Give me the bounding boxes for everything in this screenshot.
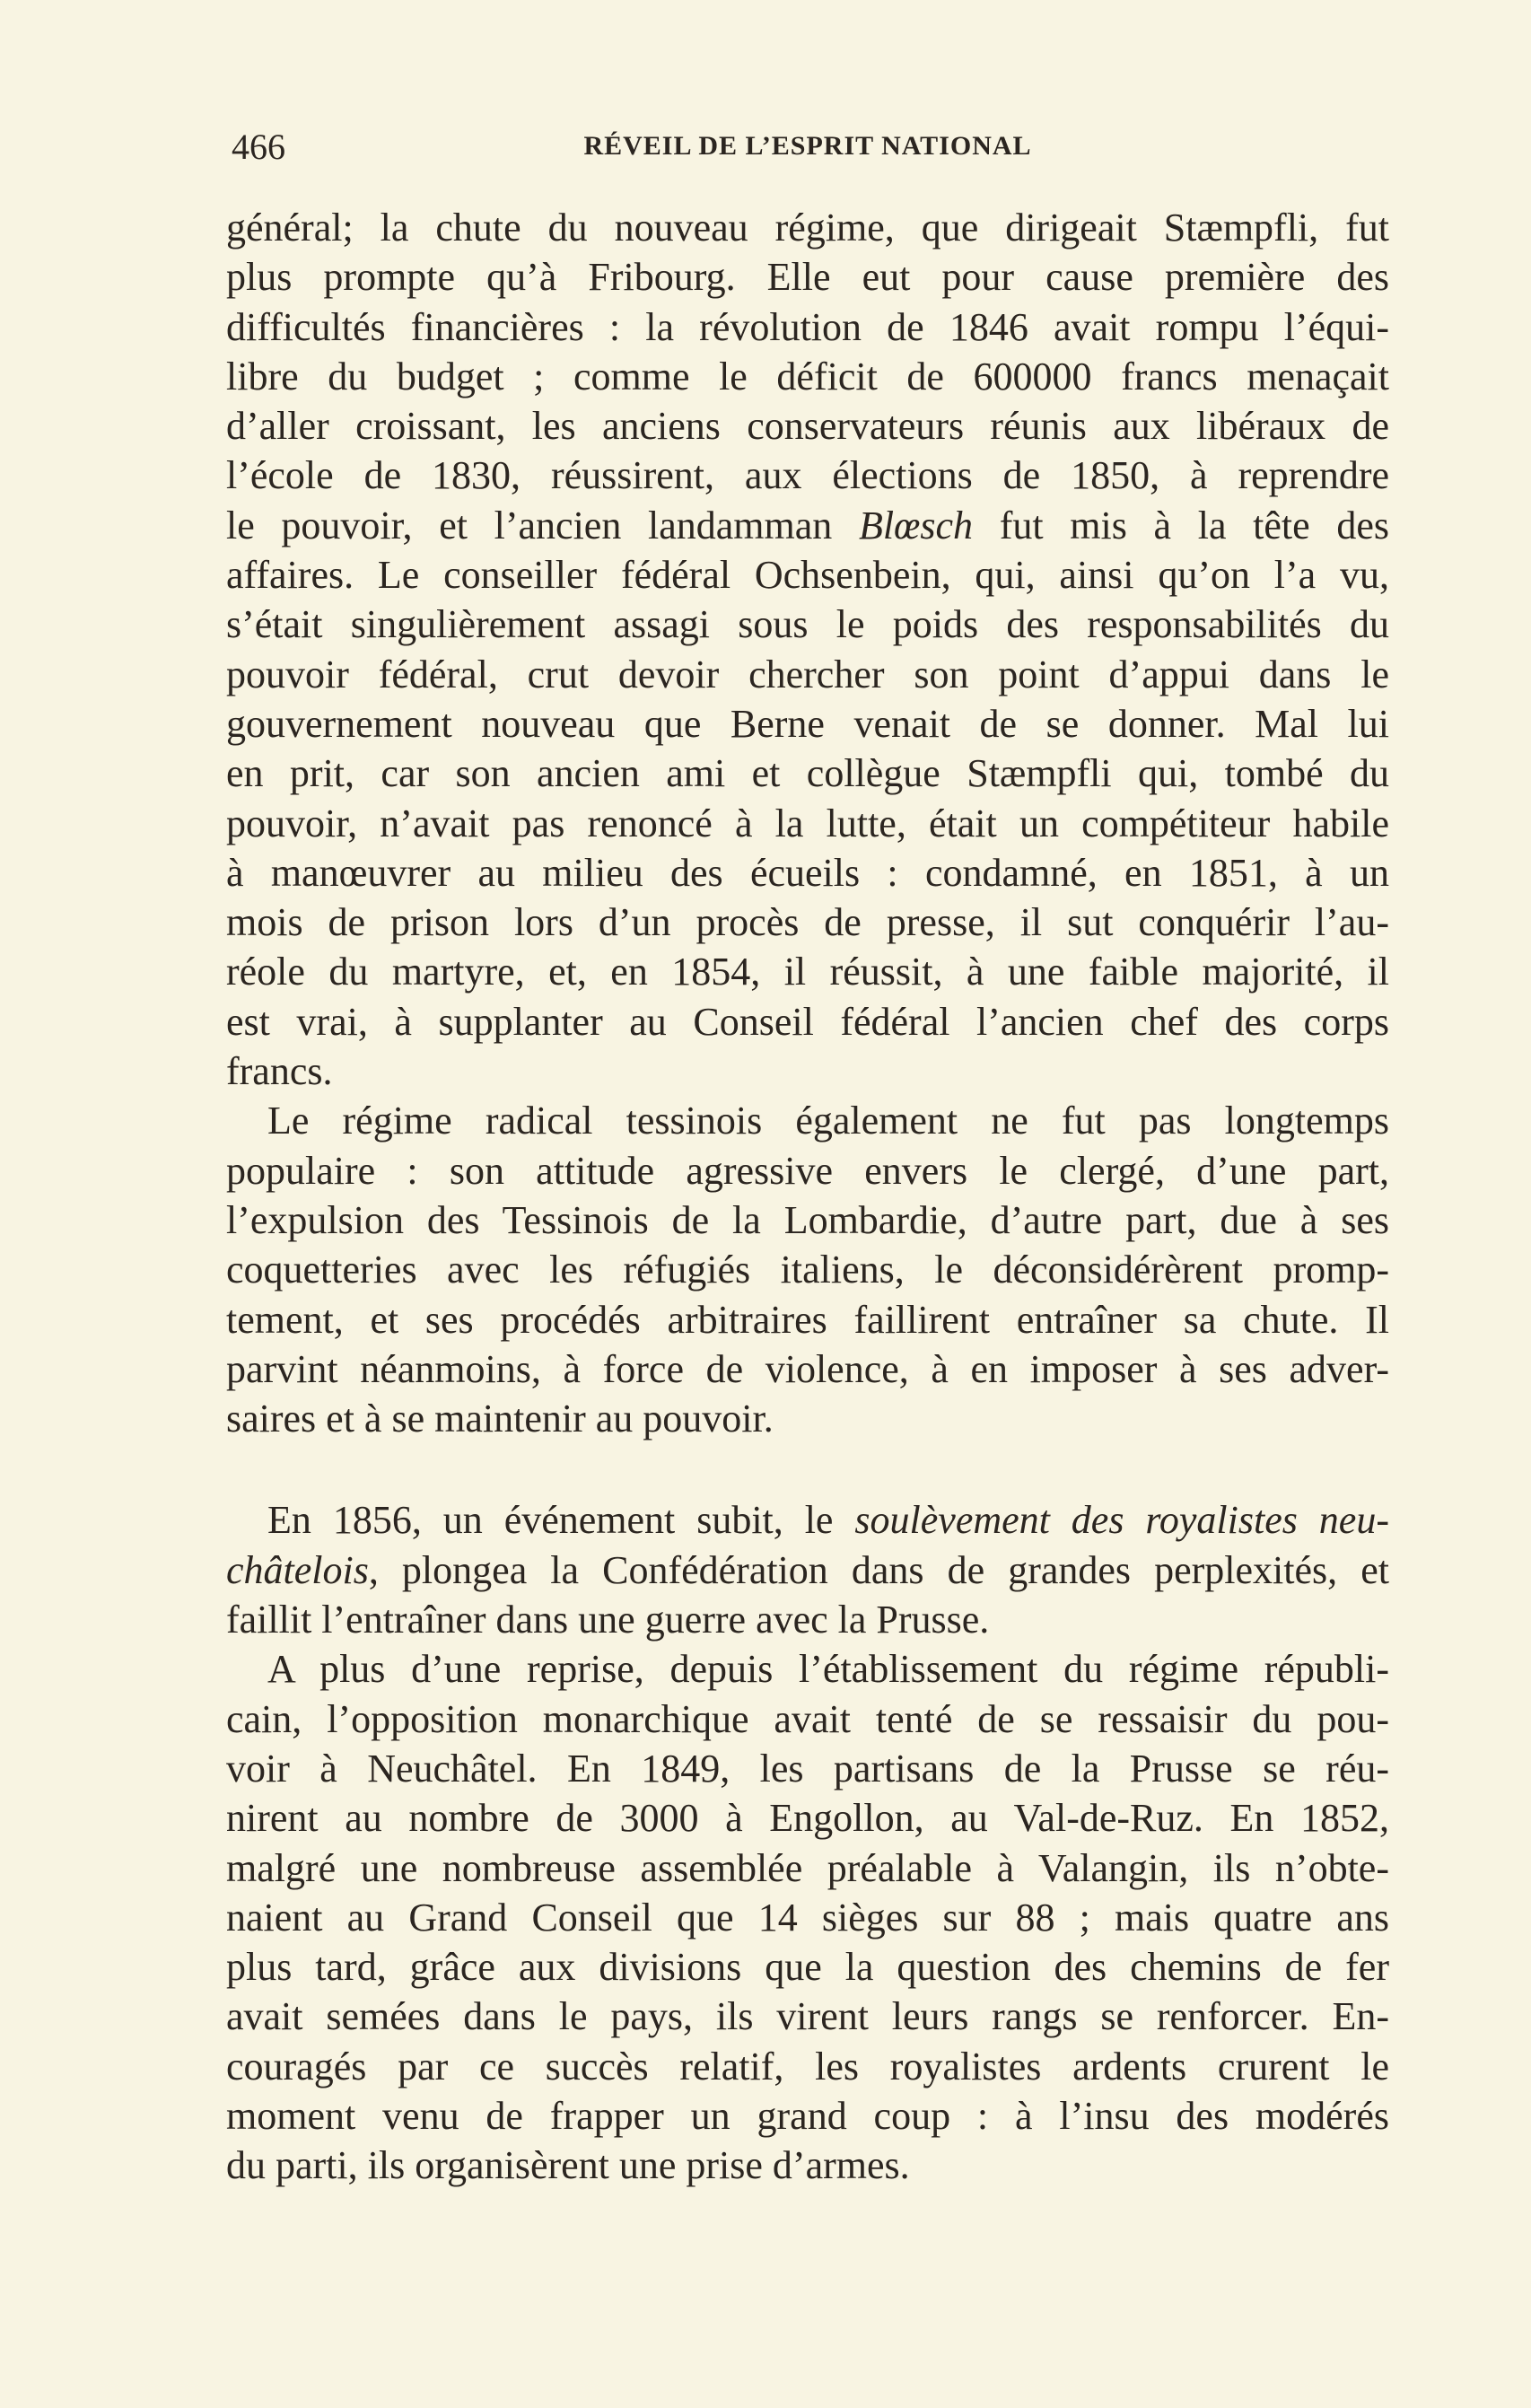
text-line — [226, 1295, 1389, 1344]
text-line — [226, 352, 1389, 401]
text-line — [226, 699, 1389, 749]
text-segment: populaire : son attitude agressive envers le clergé, d’une part, — [226, 1148, 1389, 1193]
text-segment: malgré une nombreuse assemblée préalable à Valangin, ils n’obte- — [226, 1845, 1389, 1890]
text-line — [226, 2141, 1389, 2190]
text-line — [226, 898, 1389, 947]
text-line — [226, 1046, 1389, 1096]
text-line — [226, 1942, 1389, 1992]
text-line — [226, 1195, 1389, 1245]
text-segment: général; la chute du nouveau régime, que dirigeait Stæmpfli, fut — [226, 206, 1389, 250]
text-line — [226, 2042, 1389, 2091]
text-line — [226, 799, 1389, 848]
text-line — [226, 1992, 1389, 2041]
text-segment: réole du martyre, et, en 1854, il réussit, à une faible majorité, il — [226, 950, 1389, 994]
text-line — [226, 302, 1389, 352]
text-line — [226, 1694, 1389, 1744]
text-segment: tement, et ses procédés arbitraires faillirent entraîner sa chute. Il — [226, 1297, 1389, 1342]
text-segment: affaires. Le conseiller fédéral Ochsenbein, qui, ainsi qu’on l’a vu, — [226, 553, 1389, 598]
section-break — [226, 1443, 1389, 1495]
text-segment: faillit l’entraîner dans une guerre avec la Prusse. — [226, 1598, 990, 1642]
text-line — [226, 1893, 1389, 1942]
text-line — [226, 749, 1389, 798]
text-line — [226, 997, 1389, 1046]
text-segment: plus prompte qu’à Fribourg. Elle eut pour cause première des — [226, 255, 1389, 300]
text-segment: l’école de 1830, réussirent, aux élections de 1850, à reprendre — [226, 453, 1389, 498]
body-text — [226, 203, 1389, 2191]
text-segment: gouvernement nouveau que Berne venait de se donner. Mal lui — [226, 701, 1389, 746]
text-segment: En 1856, un événement subit, le — [267, 1498, 855, 1543]
text-segment: parvint néanmoins, à force de violence, à en imposer à ses adver- — [226, 1346, 1389, 1391]
text-segment: coquetteries avec les réfugiés italiens, le déconsidérèrent promp- — [226, 1248, 1389, 1292]
text-segment: francs. — [226, 1049, 333, 1094]
text-line — [226, 1793, 1389, 1843]
text-segment: l’expulsion des Tessinois de la Lombardie, d’autre part, due à ses — [226, 1197, 1389, 1242]
text-line — [226, 451, 1389, 500]
text-segment: plus tard, grâce aux divisions que la question des chemins de fer — [226, 1945, 1389, 1990]
text-segment: le pouvoir, et l’ancien landamman — [226, 503, 859, 547]
text-line — [226, 650, 1389, 699]
text-line — [226, 848, 1389, 898]
text-segment: , plongea la Confédération dans de grandes perplexités, et — [368, 1547, 1389, 1592]
text-segment: A plus d’une reprise, depuis l’établissement du régime républi- — [267, 1647, 1389, 1692]
text-segment: fut mis à la tête des — [973, 503, 1389, 547]
italic-text: Blœsch — [858, 503, 974, 547]
text-segment: avait semées dans le pays, ils virent leurs rangs se renforcer. En- — [226, 1994, 1389, 2039]
text-line — [226, 600, 1389, 649]
text-segment: saires et à se maintenir au pouvoir. — [226, 1397, 774, 1441]
paragraph — [226, 203, 1389, 1096]
text-segment: est vrai, à supplanter au Conseil fédéral l’ancien chef des corps — [226, 999, 1389, 1044]
text-line — [226, 1394, 1389, 1443]
text-segment: couragés par ce succès relatif, les royalistes ardents crurent le — [226, 2044, 1389, 2088]
text-line — [226, 2091, 1389, 2141]
paragraph — [226, 1495, 1389, 1644]
italic-text: soulèvement des royalistes neu- — [854, 1498, 1389, 1543]
text-line — [226, 203, 1389, 252]
text-segment: libre du budget ; comme le déficit de 600000 francs menaçait — [226, 354, 1389, 398]
text-segment: moment venu de frapper un grand coup : à l’insu des modérés — [226, 2093, 1389, 2138]
text-line — [226, 1595, 1389, 1644]
text-line — [226, 550, 1389, 600]
text-line — [226, 1545, 1389, 1595]
text-segment: pouvoir, n’avait pas renoncé à la lutte, était un compétiteur habile — [226, 801, 1389, 845]
text-segment: Le régime radical tessinois également ne fut pas longtemps — [267, 1099, 1389, 1143]
text-segment: d’aller croissant, les anciens conservateurs réunis aux libéraux de — [226, 404, 1389, 449]
text-line — [226, 1245, 1389, 1294]
text-segment: difficultés financières : la révolution de 1846 avait rompu l’équi- — [226, 304, 1389, 349]
text-line — [226, 1843, 1389, 1893]
text-segment: du parti, ils organisèrent une prise d’armes. — [226, 2143, 910, 2188]
text-line — [226, 401, 1389, 451]
italic-text: châtelois — [226, 1547, 369, 1592]
text-line — [226, 1644, 1389, 1694]
text-segment: mois de prison lors d’un procès de presse, il sut conquérir l’au- — [226, 900, 1389, 945]
text-segment: s’était singulièrement assagi sous le poids des responsabilités du — [226, 602, 1389, 647]
text-line — [226, 252, 1389, 302]
text-segment: nirent au nombre de 3000 à Engollon, au Val-de-Ruz. En 1852, — [226, 1796, 1389, 1841]
text-segment: en prit, car son ancien ami et collègue Stæmpfli qui, tombé du — [226, 751, 1389, 796]
text-line — [226, 1744, 1389, 1793]
text-line — [226, 501, 1389, 550]
text-segment: pouvoir fédéral, crut devoir chercher son point d’appui dans le — [226, 652, 1389, 696]
text-line — [226, 1096, 1389, 1145]
text-line — [226, 1344, 1389, 1394]
text-segment: voir à Neuchâtel. En 1849, les partisans de la Prusse se réu- — [226, 1746, 1389, 1791]
paragraph — [226, 1644, 1389, 2190]
page-number: 466 — [232, 127, 285, 167]
text-segment: à manœuvrer au milieu des écueils : condamné, en 1851, à un — [226, 850, 1389, 895]
text-line — [226, 1495, 1389, 1545]
running-title: RÉVEIL DE L’ESPRIT NATIONAL — [583, 131, 1032, 161]
text-line — [226, 1146, 1389, 1195]
text-line — [226, 947, 1389, 996]
text-segment: cain, l’opposition monarchique avait tenté de se ressaisir du pou- — [226, 1696, 1389, 1741]
text-segment: naient au Grand Conseil que 14 sièges sur 88 ; mais quatre ans — [226, 1895, 1389, 1940]
paragraph — [226, 1096, 1389, 1443]
